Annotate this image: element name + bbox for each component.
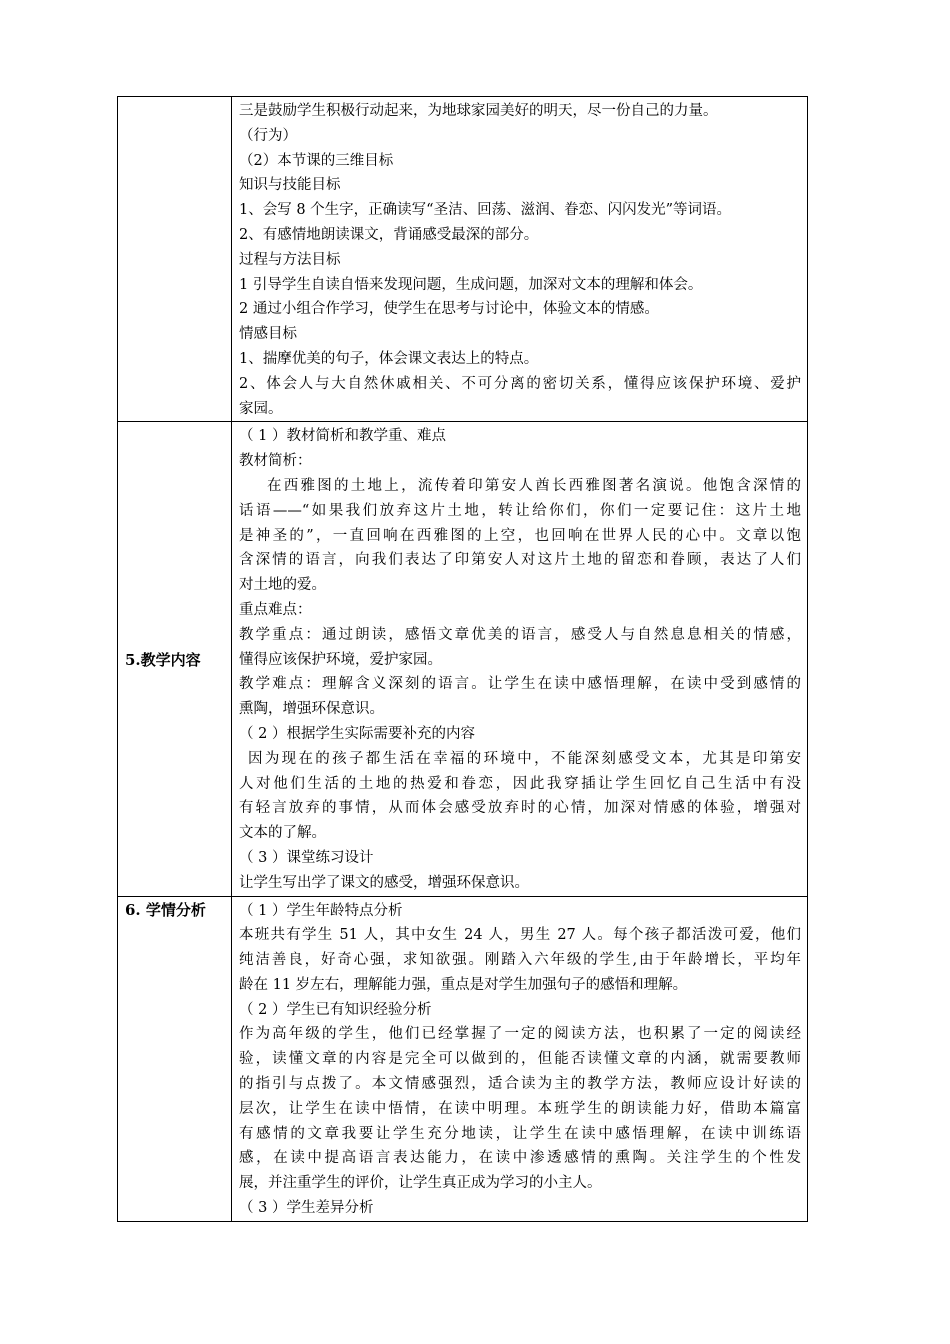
- text-line: 家园。: [239, 400, 283, 417]
- text-line: 龄在 11 岁左右，理解能力强，重点是对学生加强句子的感悟和理解。: [239, 976, 688, 993]
- text-line: 教学难点：理解含义深刻的语言。让学生在读中感悟理解，在读中受到感情的: [239, 676, 801, 693]
- table-row: [118, 97, 808, 422]
- section-heading: （2）本节课的三维目标: [239, 152, 394, 169]
- text-line: 三是鼓励学生积极行动起来，为地球家园美好的明天，尽一份自己的力量。: [239, 103, 718, 119]
- section-heading: （ 3 ）课堂练习设计: [239, 849, 374, 866]
- text-line: 感，在读中提高语言表达能力，在读中渗透感情的熏陶。关注学生的个性发: [239, 1150, 801, 1167]
- text-line: 话语——“如果我们放弃这片土地，转让给你们，你们一定要记住：这片土地: [239, 502, 801, 519]
- text-line: 1、会写 8 个生字，正确读写“圣洁、回荡、滋润、眷恋、闪闪发光”等词语。: [239, 202, 731, 219]
- text-line: 有感情的文章我要让学生充分地读，让学生在读中感悟理解，在读中训练语: [239, 1125, 801, 1142]
- text-line: 的指引与点拨了。本文情感强烈，适合读为主的教学方法，教师应设计好读的: [239, 1076, 801, 1093]
- text-line: 有轻言放弃的事情，从而体会感受放弃时的心情，加深对情感的体验，增强对: [239, 800, 801, 817]
- text-line: 文本的了解。: [239, 825, 326, 842]
- text-line: 纯洁善良，好奇心强，求知欲强。刚踏入六年级的学生,由于年龄增长，平均年: [239, 952, 801, 969]
- subsection-heading: 知识与技能目标: [239, 177, 341, 194]
- section-heading: （ 2 ）学生已有知识经验分析: [239, 1001, 432, 1018]
- text-line: 是神圣的”，一直回响在西雅图的上空，也回响在世界人民的心中。文章以饱: [239, 527, 801, 544]
- row-content-cell: [232, 97, 808, 422]
- subsection-heading: 情感目标: [239, 326, 297, 343]
- section-heading: （ 2 ）根据学生实际需要补充的内容: [239, 725, 475, 742]
- text-line: 含深情的语言，向我们表达了印第安人对这片土地的留恋和眷顾，表达了人们: [239, 552, 801, 569]
- row-label-cell: 5.教学内容: [118, 422, 232, 896]
- text-line: 验，读懂文章的内容是完全可以做到的，但能否读懂文章的内涵，就需要教师: [239, 1051, 801, 1068]
- text-line: （行为）: [239, 127, 297, 144]
- text-line: 让学生写出学了课文的感受，增强环保意识。: [239, 874, 529, 891]
- row-label-cell: [118, 97, 232, 422]
- text-line: 2 通过小组合作学习，使学生在思考与讨论中，体验文本的情感。: [239, 301, 659, 318]
- text-line: 2、有感情地朗读课文，背诵感受最深的部分。: [239, 226, 539, 243]
- text-line: 2、体会人与大自然休戚相关、不可分离的密切关系，懂得应该保护环境、爱护: [239, 375, 801, 392]
- text-line: 教学重点：通过朗读，感悟文章优美的语言，感受人与自然息息相关的情感，: [239, 626, 801, 643]
- text-line: 展，并注重学生的评价，让学生真正成为学习的小主人。: [239, 1175, 602, 1192]
- text-line: 人对他们生活的土地的热爱和眷恋，因此我穿插让学生回忆自己生活中有没: [239, 775, 801, 792]
- table-row: [118, 422, 808, 896]
- subsection-heading: 过程与方法目标: [239, 251, 341, 268]
- text-line: 层次，让学生在读中悟情，在读中明理。本班学生的朗读能力好，借助本篇富: [239, 1100, 801, 1117]
- text-line: 懂得应该保护环境，爱护家园。: [239, 651, 442, 668]
- subsection-heading: 重点难点：: [239, 601, 312, 618]
- text-line: 作为高年级的学生，他们已经掌握了一定的阅读方法，也积累了一定的阅读经: [239, 1026, 801, 1043]
- section-heading: （ 3 ）学生差异分析: [239, 1200, 374, 1217]
- text-line: 1 引导学生自读自悟来发现问题，生成问题，加深对文本的理解和体会。: [239, 276, 703, 293]
- row-content-cell: [232, 896, 808, 1221]
- section-heading: （ 1 ）教材简析和教学重、难点: [239, 428, 446, 445]
- row-label-cell: 6. 学情分析: [118, 896, 232, 1221]
- text-line: 本班共有学生 51 人，其中女生 24 人，男生 27 人。每个孩子都活泼可爱，他们: [239, 927, 801, 944]
- text-line: 1、揣摩优美的句子，体会课文表达上的特点。: [239, 350, 539, 367]
- text-line: 在西雅图的土地上，流传着印第安人酋长西雅图著名演说。他饱含深情的: [267, 477, 801, 494]
- subsection-heading: 教材简析：: [239, 453, 312, 470]
- lesson-plan-table: [117, 96, 808, 1222]
- text-line: 熏陶，增强环保意识。: [239, 701, 384, 718]
- section-heading: （ 1 ）学生年龄特点分析: [239, 902, 403, 919]
- text-line: 对土地的爱。: [239, 577, 326, 594]
- table-row: [118, 896, 808, 1221]
- text-line: 因为现在的孩子都生活在幸福的环境中，不能深刻感受文本，尤其是印第安: [248, 750, 801, 767]
- row-content-cell: [232, 422, 808, 896]
